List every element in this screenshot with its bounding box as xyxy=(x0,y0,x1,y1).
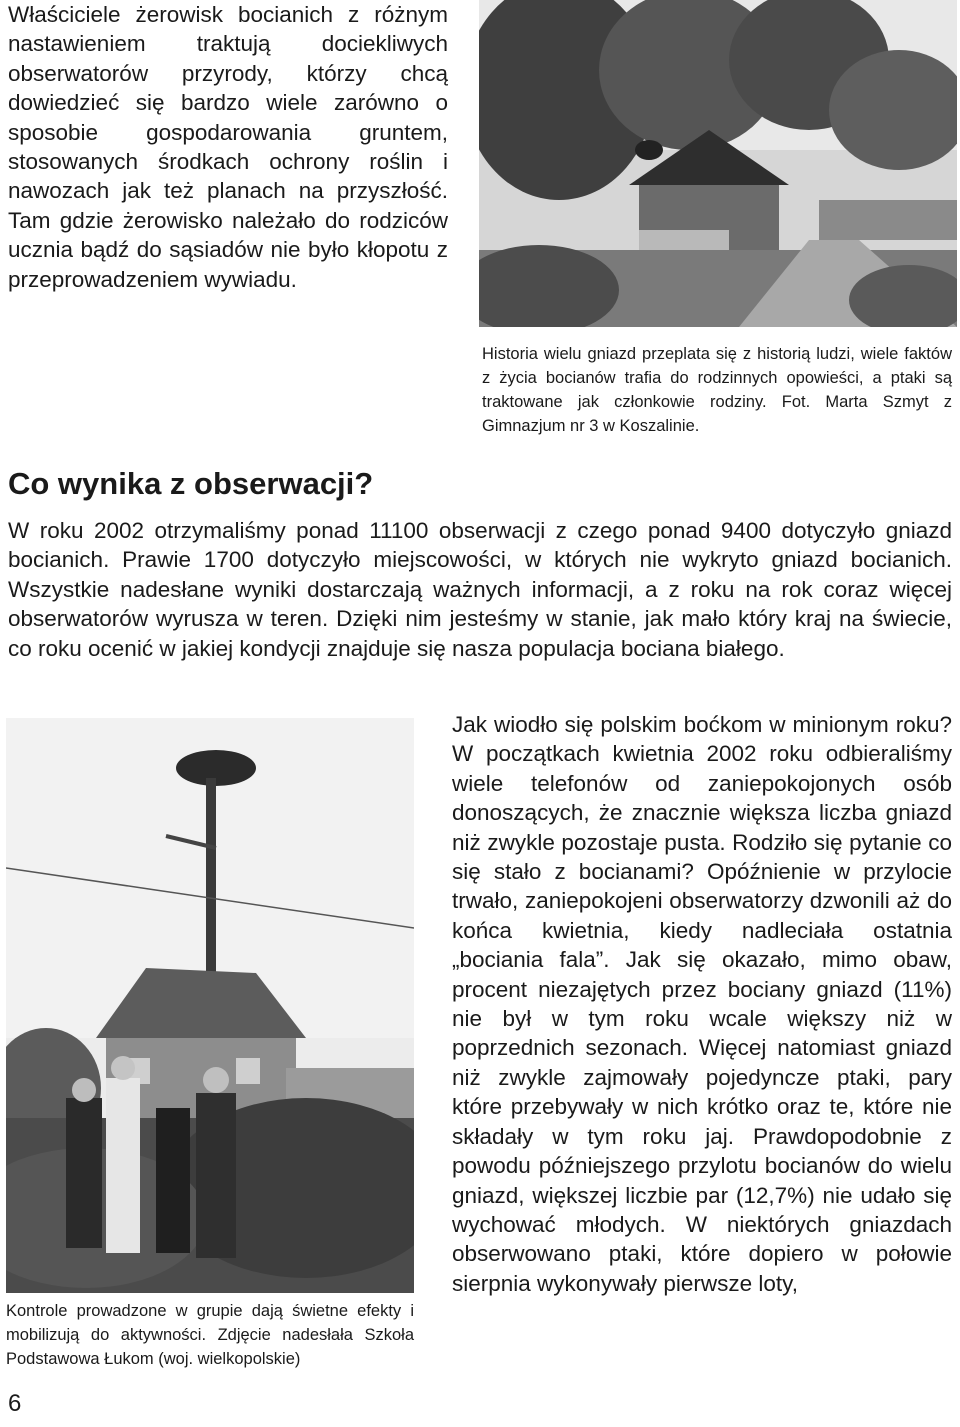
farm-house-photo-caption: Historia wielu gniazd przeplata się z historią ludzi, wiele faktów z życia bocianów trafia do rodzinnych opowieści, a ptaki są traktowane jak członkowie rodziny. Fot. Marta Szmyt z Gimnazjum nr 3 w Koszalinie. xyxy=(482,345,952,435)
body-paragraph-1 xyxy=(8,516,952,663)
stork-nest-group-photo xyxy=(6,718,414,1293)
intro-paragraph xyxy=(8,0,448,294)
section-heading: Co wynika z obserwacji? xyxy=(8,466,374,501)
body-paragraph-2 xyxy=(452,710,952,1298)
body-text-1: W roku 2002 otrzymaliśmy ponad 11100 obserwacji z czego ponad 9400 dotyczyło gniazd bocianich. Prawie 1700 dotyczyło miejscowości, w których nie wykryto gniazd bocianich. Wszystkie nadesłane wyniki dostarczają ważnych informacji, a z roku na rok coraz więcej obserwatorów wyrusza w teren. Dzięki nim jesteśmy w stanie, jak mało który kraj na świecie, co roku ocenić w jakiej kondycji znajduje się nasza populacja bociana białego. xyxy=(8,518,952,661)
farm-house-photo-image xyxy=(479,0,957,327)
farm-house-photo xyxy=(479,0,957,327)
intro-text: Właściciele żerowisk bocianich z różnym nastawieniem traktują dociekliwych obserwatorów przyrody, którzy chcą dowiedzieć się bardzo wiele zarówno o sposobie gospodarowania gruntem, stosowanych środkach ochrony roślin i nawozach jak też planach na przyszłość. Tam gdzie żerowisko należało do rodziców ucznia bądź do sąsiadów nie było kłopotu z przeprowadzeniem wywiadu. xyxy=(8,2,448,292)
stork-nest-group-photo-caption: Kontrole prowadzone w grupie dają świetne efekty i mobilizują do aktywności. Zdjęcie nadesłała Szkoła Podstawowa Łukom (woj. wielkopolskie) xyxy=(6,1302,414,1368)
stork-nest-group-photo-image xyxy=(6,718,414,1293)
body-text-2: Jak wiodło się polskim boćkom w minionym roku? W początkach kwietnia 2002 roku odbieraliśmy wiele telefonów od zaniepokojonych osób donoszących, że znacznie większa liczba gniazd niż zwykle pozostaje pusta. Rodziło się pytanie co się stało z bocianami? Opóźnienie w przylocie trwało, zaniepokojeni obserwatorzy dzwonili aż do końca kwietnia, kiedy nadleciała ostatnia „bociania fala”. Jak się okazało, mimo obaw, procent niezajętych przez bociany gniazd (11%) nie był w tym roku wcale większy niż w poprzednich sezonach. Więcej natomiast gniazd niż zwykle zajmowały pojedyncze ptaki, pary które przebywały w nich krótko oraz te, które nie składały w tym roku jaj. Prawdopodobnie z powodu późniejszego przylotu bocianów do wielu gniazd, większej liczbie par (12,7%) nie udało się wychować młodych. W niektórych gniazdach obserwowano ptaki, które dopiero w połowie sierpnia wykonywały pierwsze loty, xyxy=(452,712,952,1296)
page-number: 6 xyxy=(8,1390,22,1417)
